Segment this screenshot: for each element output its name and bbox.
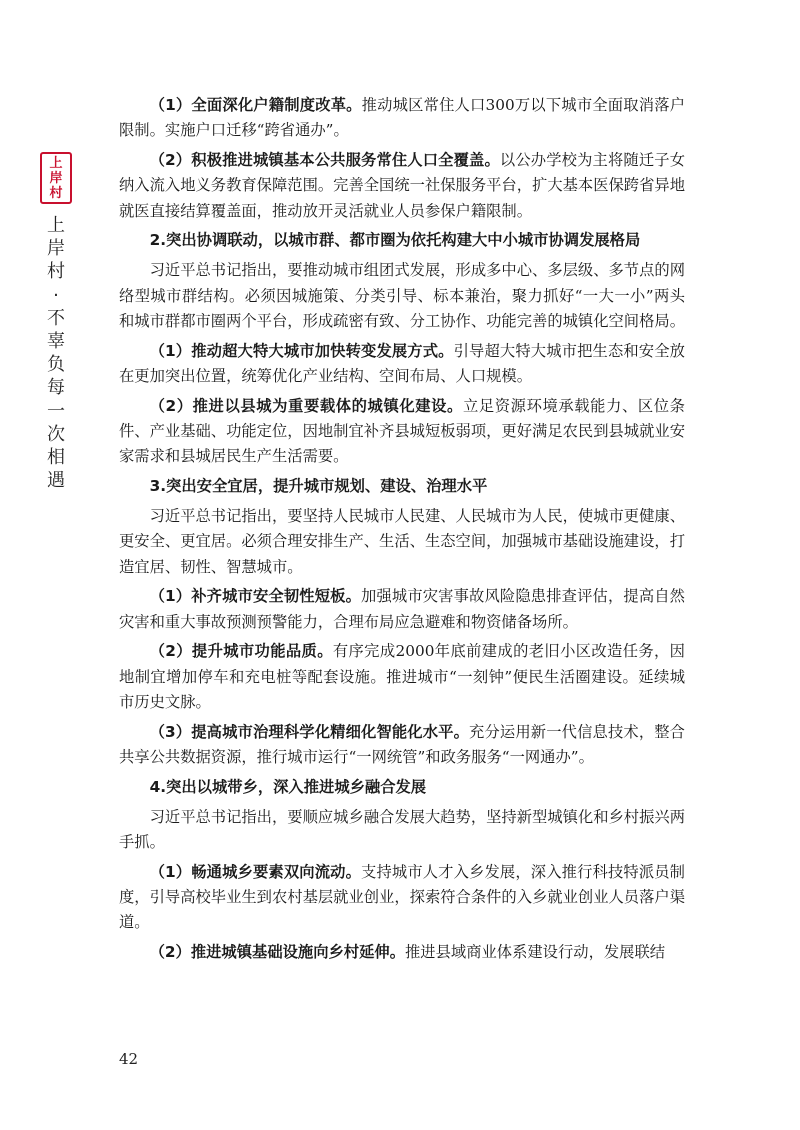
paragraph-lead: （1）推动超大特大城市加快转变发展方式。 — [149, 341, 454, 360]
logo-char-2: 岸 — [49, 170, 63, 186]
paragraph-text: 立足资源环境承载能力、区位条件、产业基础、功能定位，因地制宜补齐县城短板弱项，更好满足农民到县城就业安家需求和县城居民生产生活需要。 — [119, 396, 685, 466]
numbered-paragraph — [119, 940, 685, 965]
paragraph-lead: （1）全面深化户籍制度改革。 — [149, 96, 362, 114]
paragraph-lead: （2）推进以县城为重要载体的城镇化建设。 — [149, 396, 463, 415]
section-heading: 2.突出协调联动，以城市群、都市圈为依托构建大中小城市协调发展格局 — [149, 231, 641, 250]
paragraph-text: 有序完成2000年底前建成的老旧小区改造任务，因地制宜增加停车和充电桩等配套设施。推进城市“一刻钟”便民生活圈建设。延续城市历史文脉。 — [119, 642, 685, 712]
paragraph-lead: （1）畅通城乡要素双向流动。 — [149, 862, 362, 881]
paragraph-lead: （2）推进城镇基础设施向乡村延伸。 — [149, 943, 405, 962]
paragraph-lead: （2）提升城市功能品质。 — [149, 642, 333, 661]
body-paragraph: 习近平总书记指出，要坚持人民城市人民建、人民城市为人民，使城市更健康、更安全、更宜居。必须合理安排生产、生活、生态空间，加强城市基础设施建设，打造宜居、韧性、智慧城市。 — [119, 506, 685, 576]
section-heading: 4.突出以城带乡，深入推进城乡融合发展 — [149, 777, 427, 796]
page-number: 42 — [119, 1050, 139, 1068]
paragraph-text: 支持城市人才入乡发展，深入推行科技特派员制度，引导高校毕业生到农村基层就业创业，探索符合条件的入乡就业创业人员落户渠道。 — [119, 862, 685, 932]
side-running-title: 上岸村·不辜负每一次相遇 — [47, 215, 65, 492]
paragraph-text: 以公办学校为主将随迁子女纳入流入地义务教育保障范围。完善全国统一社保服务平台，扩大基本医保跨省异地就医直接结算覆盖面，推动放开灵活就业人员参保户籍限制。 — [119, 151, 685, 220]
paragraph-text: 推动城区常住人口300万以下城市全面取消落户限制。实施户口迁移“跨省通办”。 — [119, 96, 685, 140]
body-paragraph: 习近平总书记指出，要推动城市组团式发展，形成多中心、多层级、多节点的网络型城市群结构。必须因城施策、分类引导、标本兼治，聚力抓好“一大一小”两头和城市群都市圈两个平台，形成疏密有致、分工协作、功能完善的城镇化空间格局。 — [119, 261, 685, 330]
page-body — [119, 93, 685, 970]
body-paragraph: 习近平总书记指出，要顺应城乡融合发展大趋势，坚持新型城镇化和乡村振兴两手抓。 — [119, 807, 685, 852]
paragraph-text: 引导超大特大城市把生态和安全放在更加突出位置，统筹优化产业结构、空间布局、人口规模。 — [119, 341, 685, 385]
numbered-paragraph — [119, 339, 685, 390]
numbered-paragraph — [119, 93, 685, 144]
paragraph-lead: （1）补齐城市安全韧性短板。 — [149, 587, 362, 606]
paragraph-lead: （3）提高城市治理科学化精细化智能化水平。 — [149, 722, 470, 741]
numbered-paragraph — [119, 148, 685, 224]
numbered-paragraph — [119, 394, 685, 470]
section-heading: 3.突出安全宜居，提升城市规划、建设、治理水平 — [149, 477, 488, 496]
paragraph-text: 加强城市灾害事故风险隐患排查评估，提高自然灾害和重大事故预测预警能力，合理布局应急避难和物资储备场所。 — [119, 587, 685, 631]
numbered-paragraph — [119, 720, 685, 771]
numbered-paragraph — [119, 860, 685, 936]
paragraph-lead: （2）积极推进城镇基本公共服务常住人口全覆盖。 — [149, 151, 500, 170]
logo-char-3: 村 — [49, 185, 63, 201]
paragraph-text: 推进县域商业体系建设行动，发展联结 — [405, 943, 666, 962]
numbered-paragraph — [119, 639, 685, 715]
numbered-paragraph — [119, 584, 685, 635]
paragraph-text: 充分运用新一代信息技术，整合共享公共数据资源，推行城市运行“一网统管”和政务服务“一网通办”。 — [119, 722, 685, 767]
side-logo — [40, 152, 72, 204]
logo-char-1: 上 — [49, 155, 63, 171]
